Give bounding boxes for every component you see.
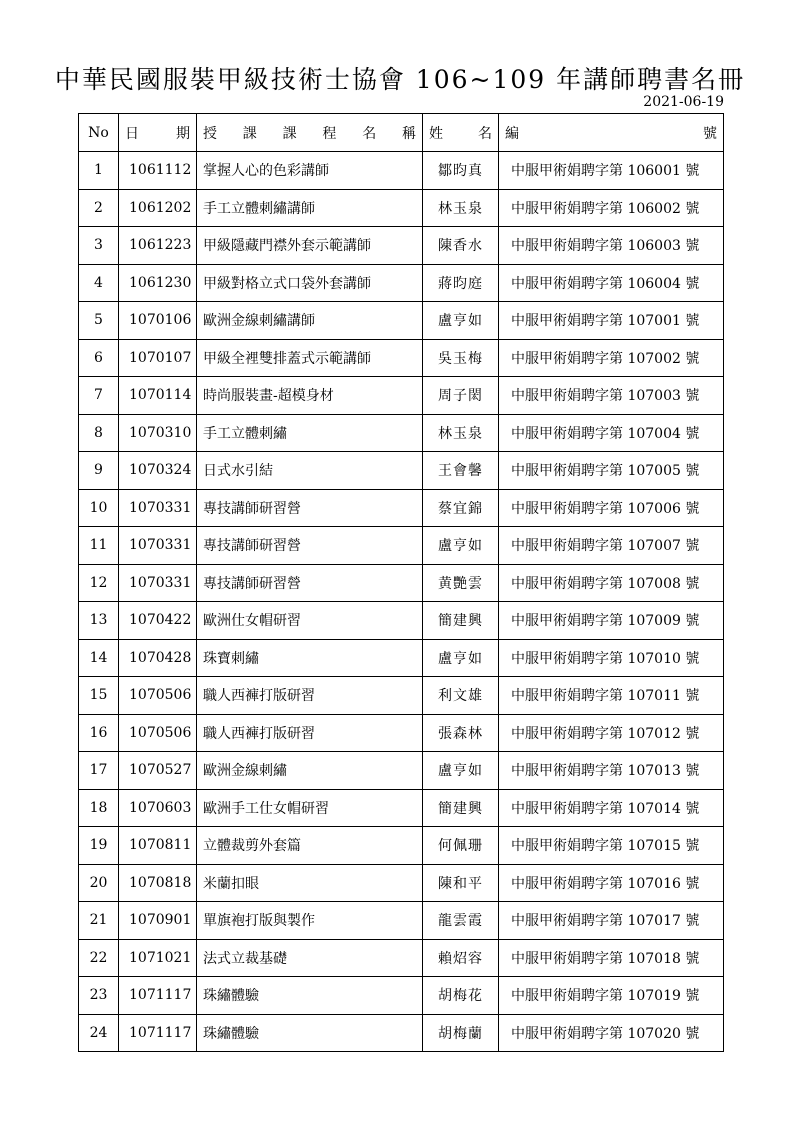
cell-name: 盧亨如 — [423, 302, 499, 340]
cell-name: 何佩珊 — [423, 827, 499, 865]
table-row — [79, 264, 724, 302]
cell-certificate-number: 中服甲術娟聘字第 107013 號 — [499, 752, 724, 790]
cell-course: 甲級全裡雙排蓋式示範講師 — [197, 339, 423, 377]
table-row — [79, 527, 724, 565]
cell-date: 1070107 — [119, 339, 197, 377]
cell-certificate-number: 中服甲術娟聘字第 107014 號 — [499, 789, 724, 827]
cell-course: 日式水引結 — [197, 452, 423, 490]
cell-certificate-number: 中服甲術娟聘字第 107003 號 — [499, 377, 724, 415]
table-row — [79, 677, 724, 715]
table-row — [79, 752, 724, 790]
cell-name: 林玉泉 — [423, 414, 499, 452]
table-row — [79, 1014, 724, 1052]
cell-certificate-number: 中服甲術娟聘字第 107012 號 — [499, 714, 724, 752]
cell-no: 1 — [79, 152, 119, 190]
table-row — [79, 827, 724, 865]
table-row — [79, 377, 724, 415]
table-row — [79, 714, 724, 752]
cell-certificate-number: 中服甲術娟聘字第 107016 號 — [499, 864, 724, 902]
cell-no: 18 — [79, 789, 119, 827]
cell-certificate-number: 中服甲術娟聘字第 107010 號 — [499, 639, 724, 677]
header-course — [197, 114, 423, 152]
cell-date: 1070114 — [119, 377, 197, 415]
header-date — [119, 114, 197, 152]
cell-certificate-number: 中服甲術娟聘字第 107005 號 — [499, 452, 724, 490]
cell-course: 歐洲金線刺繡 — [197, 752, 423, 790]
cell-date: 1070331 — [119, 489, 197, 527]
cell-no: 19 — [79, 827, 119, 865]
cell-no: 7 — [79, 377, 119, 415]
cell-name: 盧亨如 — [423, 639, 499, 677]
cell-course: 甲級隱藏門襟外套示範講師 — [197, 227, 423, 265]
cell-course: 專技講師研習營 — [197, 527, 423, 565]
cell-course: 立體裁剪外套篇 — [197, 827, 423, 865]
cell-no: 23 — [79, 977, 119, 1015]
cell-date: 1071117 — [119, 1014, 197, 1052]
cell-no: 16 — [79, 714, 119, 752]
cell-certificate-number: 中服甲術娟聘字第 107020 號 — [499, 1014, 724, 1052]
cell-no: 8 — [79, 414, 119, 452]
header-number-char: 編 — [505, 125, 519, 142]
cell-course: 職人西褲打版研習 — [197, 677, 423, 715]
cell-name: 陳香水 — [423, 227, 499, 265]
cell-date: 1070324 — [119, 452, 197, 490]
cell-course: 單旗袍打版與製作 — [197, 902, 423, 940]
header-number-char: 號 — [703, 125, 717, 142]
cell-course: 甲級對格立式口袋外套講師 — [197, 264, 423, 302]
cell-name: 利文雄 — [423, 677, 499, 715]
cell-certificate-number: 中服甲術娟聘字第 107019 號 — [499, 977, 724, 1015]
cell-no: 11 — [79, 527, 119, 565]
cell-certificate-number: 中服甲術娟聘字第 107009 號 — [499, 602, 724, 640]
cell-date: 1071021 — [119, 939, 197, 977]
header-name — [423, 114, 499, 152]
cell-no: 9 — [79, 452, 119, 490]
cell-no: 15 — [79, 677, 119, 715]
header-course-char: 程 — [322, 125, 337, 142]
cell-name: 簡建興 — [423, 789, 499, 827]
cell-date: 1070506 — [119, 677, 197, 715]
cell-no: 2 — [79, 189, 119, 227]
table-row — [79, 227, 724, 265]
cell-course: 職人西褲打版研習 — [197, 714, 423, 752]
cell-date: 1061112 — [119, 152, 197, 190]
cell-certificate-number: 中服甲術娟聘字第 107008 號 — [499, 564, 724, 602]
cell-name: 盧亨如 — [423, 527, 499, 565]
cell-certificate-number: 中服甲術娟聘字第 106002 號 — [499, 189, 724, 227]
cell-name: 王會馨 — [423, 452, 499, 490]
cell-name: 黄艷雲 — [423, 564, 499, 602]
cell-name: 盧亨如 — [423, 752, 499, 790]
cell-course: 掌握人心的色彩講師 — [197, 152, 423, 190]
document-date: 2021-06-19 — [643, 94, 724, 110]
table-row — [79, 939, 724, 977]
cell-no: 5 — [79, 302, 119, 340]
cell-name: 周子閎 — [423, 377, 499, 415]
cell-no: 6 — [79, 339, 119, 377]
cell-date: 1070106 — [119, 302, 197, 340]
cell-certificate-number: 中服甲術娟聘字第 106003 號 — [499, 227, 724, 265]
table-row — [79, 152, 724, 190]
cell-date: 1071117 — [119, 977, 197, 1015]
header-name-char: 姓 — [429, 125, 443, 142]
cell-name: 蔣昀庭 — [423, 264, 499, 302]
cell-name: 張森林 — [423, 714, 499, 752]
cell-date: 1070422 — [119, 602, 197, 640]
cell-date: 1070310 — [119, 414, 197, 452]
cell-certificate-number: 中服甲術娟聘字第 107011 號 — [499, 677, 724, 715]
table-row — [79, 302, 724, 340]
cell-no: 12 — [79, 564, 119, 602]
header-course-char: 課 — [242, 125, 257, 142]
table-row — [79, 864, 724, 902]
table-row — [79, 189, 724, 227]
cell-certificate-number: 中服甲術娟聘字第 107015 號 — [499, 827, 724, 865]
cell-name: 龍雲霞 — [423, 902, 499, 940]
cell-no: 17 — [79, 752, 119, 790]
header-date-char: 日 — [125, 125, 139, 142]
table-header-row — [79, 114, 724, 152]
cell-date: 1061223 — [119, 227, 197, 265]
cell-name: 蔡宜錦 — [423, 489, 499, 527]
cell-certificate-number: 中服甲術娟聘字第 106001 號 — [499, 152, 724, 190]
header-course-char: 課 — [282, 125, 297, 142]
table-row — [79, 902, 724, 940]
cell-certificate-number: 中服甲術娟聘字第 107002 號 — [499, 339, 724, 377]
cell-name: 胡梅蘭 — [423, 1014, 499, 1052]
cell-date: 1070527 — [119, 752, 197, 790]
cell-course: 珠繡體驗 — [197, 1014, 423, 1052]
header-course-char: 稱 — [401, 125, 416, 142]
cell-date: 1070506 — [119, 714, 197, 752]
cell-no: 13 — [79, 602, 119, 640]
cell-course: 歐洲金線刺繡講師 — [197, 302, 423, 340]
header-course-char: 名 — [362, 125, 377, 142]
table-row — [79, 452, 724, 490]
cell-date: 1070603 — [119, 789, 197, 827]
cell-date: 1070901 — [119, 902, 197, 940]
table-row — [79, 639, 724, 677]
table-row — [79, 977, 724, 1015]
table-row — [79, 564, 724, 602]
header-course-char: 授 — [203, 125, 217, 142]
header-number — [499, 114, 724, 152]
cell-date: 1070811 — [119, 827, 197, 865]
table-row — [79, 489, 724, 527]
cell-certificate-number: 中服甲術娟聘字第 107017 號 — [499, 902, 724, 940]
cell-certificate-number: 中服甲術娟聘字第 106004 號 — [499, 264, 724, 302]
cell-name: 胡梅花 — [423, 977, 499, 1015]
cell-name: 吳玉梅 — [423, 339, 499, 377]
cell-certificate-number: 中服甲術娟聘字第 107007 號 — [499, 527, 724, 565]
cell-no: 24 — [79, 1014, 119, 1052]
table-row — [79, 414, 724, 452]
cell-date: 1070428 — [119, 639, 197, 677]
cell-course: 手工立體刺繡 — [197, 414, 423, 452]
lecturer-roster-table — [78, 113, 724, 1052]
cell-name: 賴炤容 — [423, 939, 499, 977]
document-title: 中華民國服裝甲級技術士協會 106~109 年講師聘書名冊 — [54, 65, 746, 94]
cell-no: 10 — [79, 489, 119, 527]
cell-no: 22 — [79, 939, 119, 977]
cell-date: 1070331 — [119, 564, 197, 602]
cell-certificate-number: 中服甲術娟聘字第 107006 號 — [499, 489, 724, 527]
cell-course: 專技講師研習營 — [197, 564, 423, 602]
cell-course: 時尚服裝畫-超模身材 — [197, 377, 423, 415]
cell-no: 14 — [79, 639, 119, 677]
cell-no: 4 — [79, 264, 119, 302]
cell-certificate-number: 中服甲術娟聘字第 107004 號 — [499, 414, 724, 452]
cell-course: 歐洲仕女帽研習 — [197, 602, 423, 640]
cell-name: 林玉泉 — [423, 189, 499, 227]
cell-course: 歐洲手工仕女帽研習 — [197, 789, 423, 827]
cell-date: 1070818 — [119, 864, 197, 902]
cell-course: 手工立體刺繡講師 — [197, 189, 423, 227]
header-no: No — [79, 114, 119, 152]
cell-date: 1061202 — [119, 189, 197, 227]
cell-course: 法式立裁基礎 — [197, 939, 423, 977]
cell-course: 米蘭扣眼 — [197, 864, 423, 902]
cell-name: 陳和平 — [423, 864, 499, 902]
cell-course: 珠寶刺繡 — [197, 639, 423, 677]
cell-date: 1061230 — [119, 264, 197, 302]
cell-no: 3 — [79, 227, 119, 265]
cell-course: 珠繡體驗 — [197, 977, 423, 1015]
cell-name: 鄒昀真 — [423, 152, 499, 190]
header-name-char: 名 — [478, 125, 492, 142]
cell-no: 20 — [79, 864, 119, 902]
table-row — [79, 789, 724, 827]
cell-certificate-number: 中服甲術娟聘字第 107018 號 — [499, 939, 724, 977]
cell-no: 21 — [79, 902, 119, 940]
cell-date: 1070331 — [119, 527, 197, 565]
cell-certificate-number: 中服甲術娟聘字第 107001 號 — [499, 302, 724, 340]
table-row — [79, 339, 724, 377]
cell-name: 簡建興 — [423, 602, 499, 640]
table-row — [79, 602, 724, 640]
cell-course: 專技講師研習營 — [197, 489, 423, 527]
header-date-char: 期 — [176, 125, 190, 142]
table-body — [79, 152, 724, 1052]
